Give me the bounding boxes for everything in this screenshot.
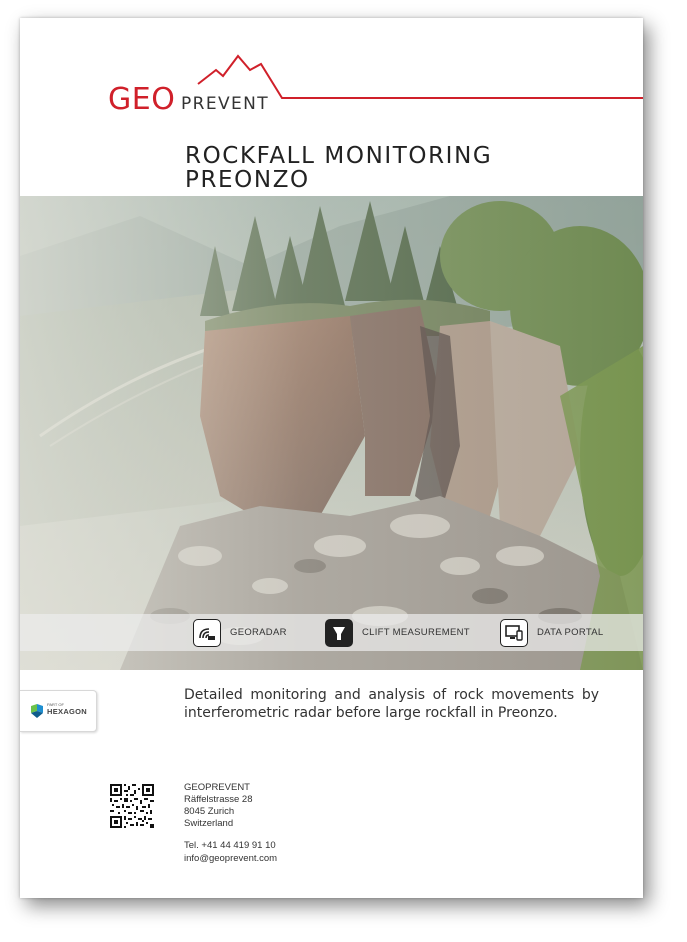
contact-tel: Tel. +41 44 419 91 10 (184, 840, 276, 851)
qr-code (110, 784, 154, 828)
address-company: GEOPREVENT (184, 782, 250, 793)
feature-label-clift-measurement: CLIFT MEASUREMENT (362, 627, 470, 638)
address-city: 8045 Zurich (184, 806, 235, 817)
contact-block (184, 840, 277, 865)
feature-label-georadar: GEORADAR (230, 627, 287, 638)
feature-data-portal (500, 618, 603, 647)
feature-bar (20, 614, 643, 651)
page-title (185, 144, 492, 192)
clift-measurement-icon (325, 619, 353, 647)
georadar-icon (193, 619, 221, 647)
address-block (184, 782, 252, 830)
data-portal-icon (500, 619, 528, 647)
address-country: Switzerland (184, 818, 234, 829)
brochure-page (20, 18, 643, 898)
title-line-2: PREONZO (185, 167, 310, 193)
badge-part-of: PART OF (47, 702, 64, 707)
badge-hexagon: HEXAGON (47, 707, 88, 716)
contact-email[interactable]: info@geoprevent.com (184, 852, 278, 864)
description-text: Detailed monitoring and analysis of rock movements by interferometric radar before large rockfall in Preonzo. (184, 687, 599, 721)
logo-geo-text: GEO (108, 82, 176, 117)
logo-prevent-text: PREVENT (181, 94, 270, 114)
hexagon-logo-icon (29, 703, 45, 719)
title-line-1: ROCKFALL MONITORING (185, 143, 493, 169)
feature-georadar (193, 618, 287, 647)
feature-label-data-portal: DATA PORTAL (537, 627, 604, 638)
hexagon-badge (20, 690, 97, 732)
rockfall-cliff-photo (20, 196, 643, 670)
address-street: Räffelstrasse 28 (184, 794, 253, 805)
feature-clift-measurement (325, 618, 470, 647)
